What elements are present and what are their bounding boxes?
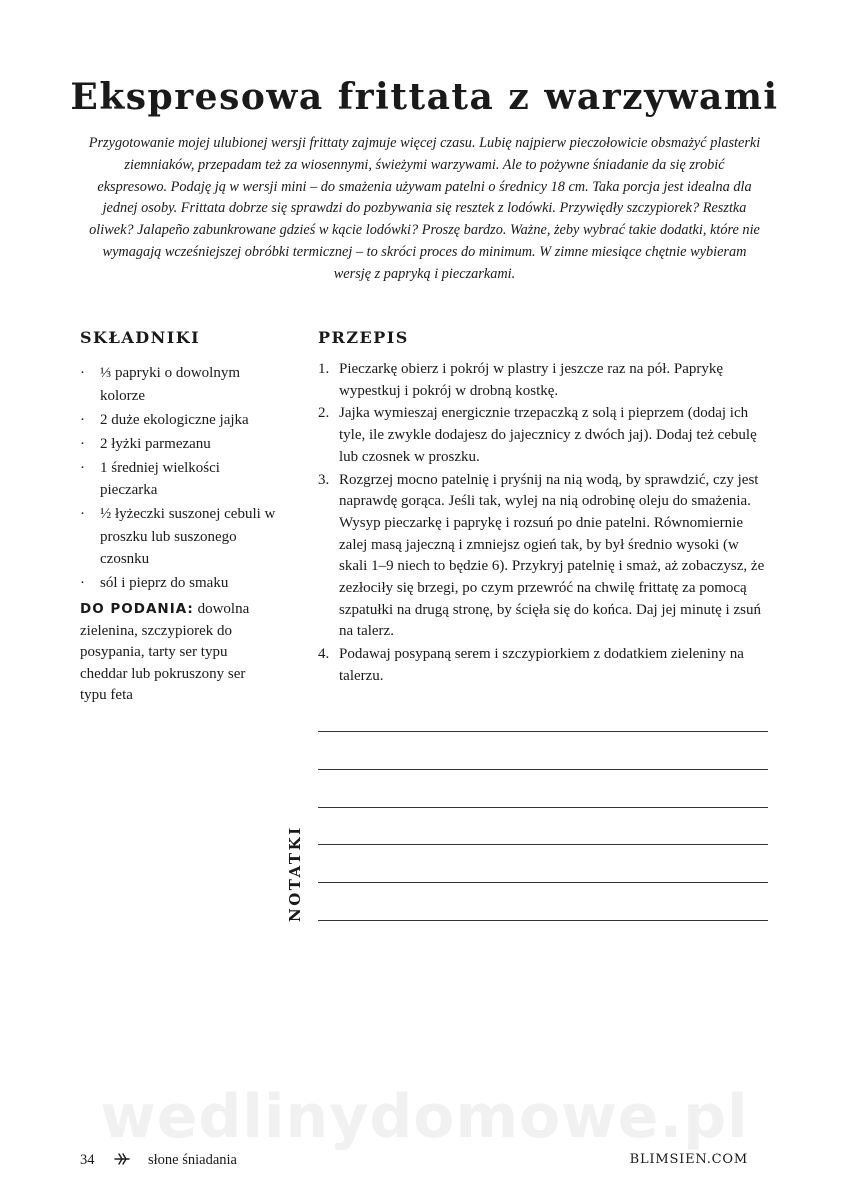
bullet: · [80,411,85,428]
notes-lines [318,731,768,958]
bullet: · [80,459,85,476]
ingredients-heading: SKŁADNIKI [80,328,201,347]
note-line[interactable] [318,731,768,769]
site-name: BLIMSIEN.COM [629,1152,748,1167]
serving-note [80,599,275,707]
note-line[interactable] [318,807,768,845]
leaf-icon [113,1150,131,1173]
ingredient-text: 1 średniej wielkości pieczarka [100,459,220,498]
serving-label: DO PODANIA: [80,601,194,617]
ingredient-text: 2 duże ekologiczne jajka [100,411,249,428]
intro-paragraph: Przygotowanie mojej ulubionej wersji frittaty zajmuje więcej czasu. Lubię najpierw pieczołowicie obsmażyć plasterki ziemniaków, przepadam też za wiosennymi, świeżymi warzywami. Ale to pożywne śniadanie da się zrobić ekspresowo. Podaję ją w wersji mini – do smażenia używam patelni o średnicy 18 cm. Taka porcja jest idealna dla jednej osoby. Frittata dobrze się sprawdzi do pozbywania się resztek z lodówki. Przywiędły szczypiorek? Resztka oliwek? Jalapeño zabunkrowane gdzieś w kącie lodówki? Proszę bardzo. Ważne, żeby wybrać takie dodatki, które nie wymagają wcześniejszej obróbki termicznej – to skróci proces do minimum. W zimne miesiące chętnie wybieram wersję z papryką i pieczarkami. [88,135,761,282]
recipe-steps [318,359,770,689]
serving-text: dowolna zielenina, szczypiorek do posypania, tarty ser typu cheddar lub pokruszony ser typu feta [80,601,250,703]
step-number: 3. [318,471,330,488]
step-text: Podawaj posypaną serem i szczypiorkiem z dodatkiem zieleniny na talerzu. [339,646,744,684]
recipe-step [318,470,770,644]
step-text: Jajka wymieszaj energicznie trzepaczką z solą i pieprzem (dodaj ich tyle, ile zwykle dodajesz do jajecznicy z dwóch jaj). Dodaj też cebulę lub czosnek w proszku. [339,405,757,465]
note-line[interactable] [318,920,768,958]
ingredient-item [80,503,280,571]
note-line[interactable] [318,882,768,920]
bullet: · [80,365,85,381]
ingredient-text: ½ łyżeczki suszonej cebuli w proszku lub suszonego czosnku [100,506,276,567]
recipe-step [318,403,770,468]
ingredient-item [80,457,280,502]
section-name: słone śniadania [148,1152,237,1168]
ingredient-text: 2 łyżki parmezanu [100,435,211,452]
bullet: · [80,575,85,591]
ingredient-item [80,409,280,432]
note-line[interactable] [318,844,768,882]
ingredient-item [80,362,280,407]
ingredient-text: ⅓ papryki o dowolnym kolorze [100,365,240,404]
step-text: Rozgrzej mocno patelnię i pryśnij na nią wodą, by sprawdzić, czy jest naprawdę gorąca. Jeśli tak, wylej na nią odrobinę oleju do smażenia. Wysyp pieczarkę i paprykę i rozsuń po dnie patelni. Równomiernie zalej masą jajeczną i zmniejsz ogień tak, by był średnio wysoki (w skali 1–9 niech to będzie 6). Przykryj patelnię i smaż, aż zobaczysz, że zezłociły się brzegi, po czym przewróć na chwilę frittatę za pomocą szpatułki na drugą stronę, by ścięła się do końca. Daj jej minutę i zsuń na talerz. [339,471,765,640]
step-number: 2. [318,405,330,422]
step-text: Pieczarkę obierz i pokrój w plastry i jeszcze raz na pół. Paprykę wypestkuj i pokrój w drobną kostkę. [339,361,724,399]
page-footer [80,1152,748,1172]
note-line[interactable] [318,769,768,807]
bullet: · [80,435,85,452]
page-number: 34 [80,1152,95,1168]
watermark: wedlinydomowe.pl [100,1082,749,1152]
notes-label: NOTATKI [286,825,304,922]
ingredients-list [80,362,280,596]
ingredient-item [80,572,280,595]
recipe-title: Ekspresowa frittata z warzywami [70,76,779,118]
recipe-step [318,359,770,402]
recipe-heading: PRZEPIS [318,328,409,347]
ingredient-item [80,433,280,456]
step-number: 4. [318,646,330,663]
bullet: · [80,506,85,522]
ingredient-text: sól i pieprz do smaku [100,575,229,591]
step-number: 1. [318,361,330,377]
recipe-step [318,644,770,687]
